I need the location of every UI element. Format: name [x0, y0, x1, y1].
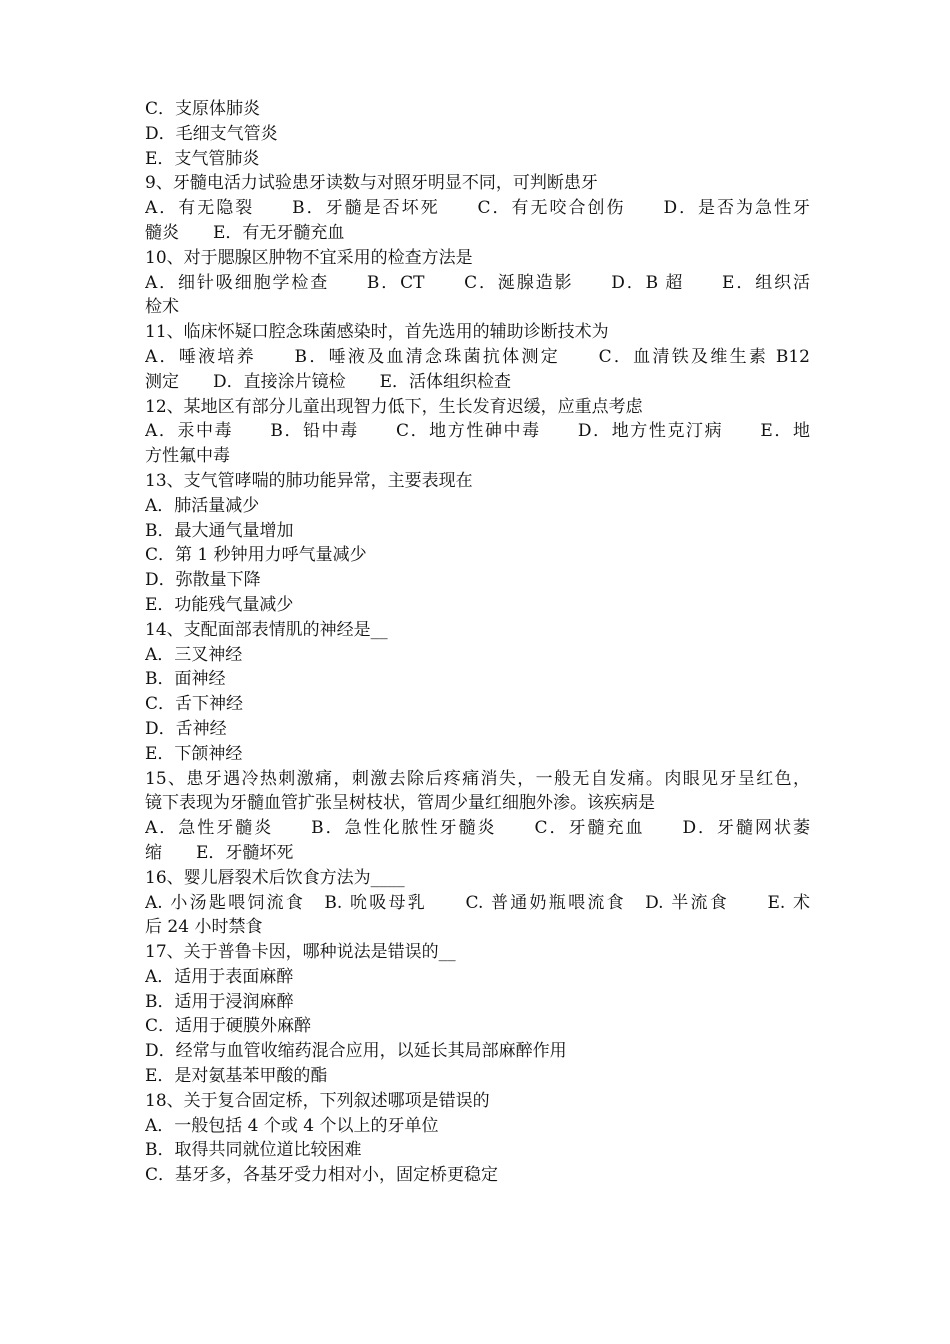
question-line: 12、某地区有部分儿童出现智力低下，生长发育迟缓，应重点考虑 [145, 396, 643, 417]
question-line: 9、牙髓电活力试验患牙读数与对照牙明显不同，可判断患牙 [145, 173, 598, 194]
option-line: E．下颌神经 [145, 743, 243, 764]
question-line: 11、临床怀疑口腔念珠菌感染时，首先选用的辅助诊断技术为 [145, 322, 609, 343]
option-line: 缩 E．牙髓坏死 [145, 842, 294, 863]
option-line: A．细针吸细胞学检查 B．CT C．涎腺造影 D．B 超 E．组织活 [145, 272, 810, 293]
option-line: A．有无隐裂 B．牙髓是否坏死 C．有无咬合创伤 D．是否为急性牙 [145, 198, 810, 219]
option-line: E．是对氨基苯甲酸的酯 [145, 1066, 328, 1087]
option-line: D．经常与血管收缩药混合应用，以延长其局部麻醉作用 [145, 1041, 567, 1062]
question-line: 16、婴儿唇裂术后饮食方法为____ [145, 867, 405, 888]
option-line: A．急性牙髓炎 B．急性化脓性牙髓炎 C．牙髓充血 D．牙髓网状萎 [145, 818, 810, 839]
option-line: 测定 D．直接涂片镜检 E．活体组织检查 [145, 371, 512, 392]
option-line: C．支原体肺炎 [145, 99, 261, 119]
option-line: D．舌神经 [145, 718, 227, 739]
document-body [145, 97, 810, 1188]
question-line: 10、对于腮腺区肿物不宜采用的检查方法是 [145, 247, 473, 268]
question-line: 14、支配面部表情肌的神经是__ [145, 619, 388, 640]
question-line: 13、支气管哮喘的肺功能异常，主要表现在 [145, 470, 473, 491]
option-line: B．最大通气量增加 [145, 520, 294, 541]
option-line: A．汞中毒 B．铅中毒 C．地方性砷中毒 D．地方性克汀病 E．地 [145, 421, 810, 442]
question-line: 镜下表现为牙髓血管扩张呈树枝状，管周少量红细胞外渗。该疾病是 [145, 793, 655, 814]
option-line: B．适用于浸润麻醉 [145, 991, 294, 1012]
option-line: D．弥散量下降 [145, 570, 261, 591]
option-line: B．取得共同就位道比较困难 [145, 1140, 362, 1161]
option-line: 方性氟中毒 [145, 446, 230, 467]
option-line: A．唾液培养 B．唾液及血清念珠菌抗体测定 C．血清铁及维生素 B12 [145, 346, 810, 367]
option-line: C．基牙多，各基牙受力相对小，固定桥更稳定 [145, 1165, 499, 1186]
option-line: A．三叉神经 [145, 644, 243, 665]
option-line: A．一般包括 4 个或 4 个以上的牙单位 [145, 1115, 439, 1136]
option-line: A. 小汤匙喂饲流食 B. 吮吸母乳 C. 普通奶瓶喂流食 D. 半流食 E. 术 [145, 892, 810, 913]
option-line: 检术 [145, 297, 179, 318]
question-line: 17、关于普鲁卡因，哪种说法是错误的__ [145, 942, 456, 963]
option-line: A．适用于表面麻醉 [145, 966, 294, 987]
question-line: 18、关于复合固定桥，下列叙述哪项是错误的 [145, 1090, 490, 1111]
option-line: E．支气管肺炎 [145, 148, 260, 169]
option-line: C．舌下神经 [145, 694, 244, 715]
option-line: C．适用于硬膜外麻醉 [145, 1016, 312, 1037]
option-line: A．肺活量减少 [145, 495, 260, 516]
option-line: C．第 1 秒钟用力呼气量减少 [145, 545, 367, 566]
option-line: 后 24 小时禁食 [145, 917, 263, 938]
option-line: E．功能残气量减少 [145, 594, 294, 615]
option-line: B．面神经 [145, 669, 226, 690]
option-line: D．毛细支气管炎 [145, 123, 278, 144]
question-line: 15、患牙遇冷热刺激痛，刺激去除后疼痛消失，一般无自发痛。肉眼见牙呈红色， [145, 768, 810, 789]
option-line: 髓炎 E．有无牙髓充血 [145, 222, 345, 243]
